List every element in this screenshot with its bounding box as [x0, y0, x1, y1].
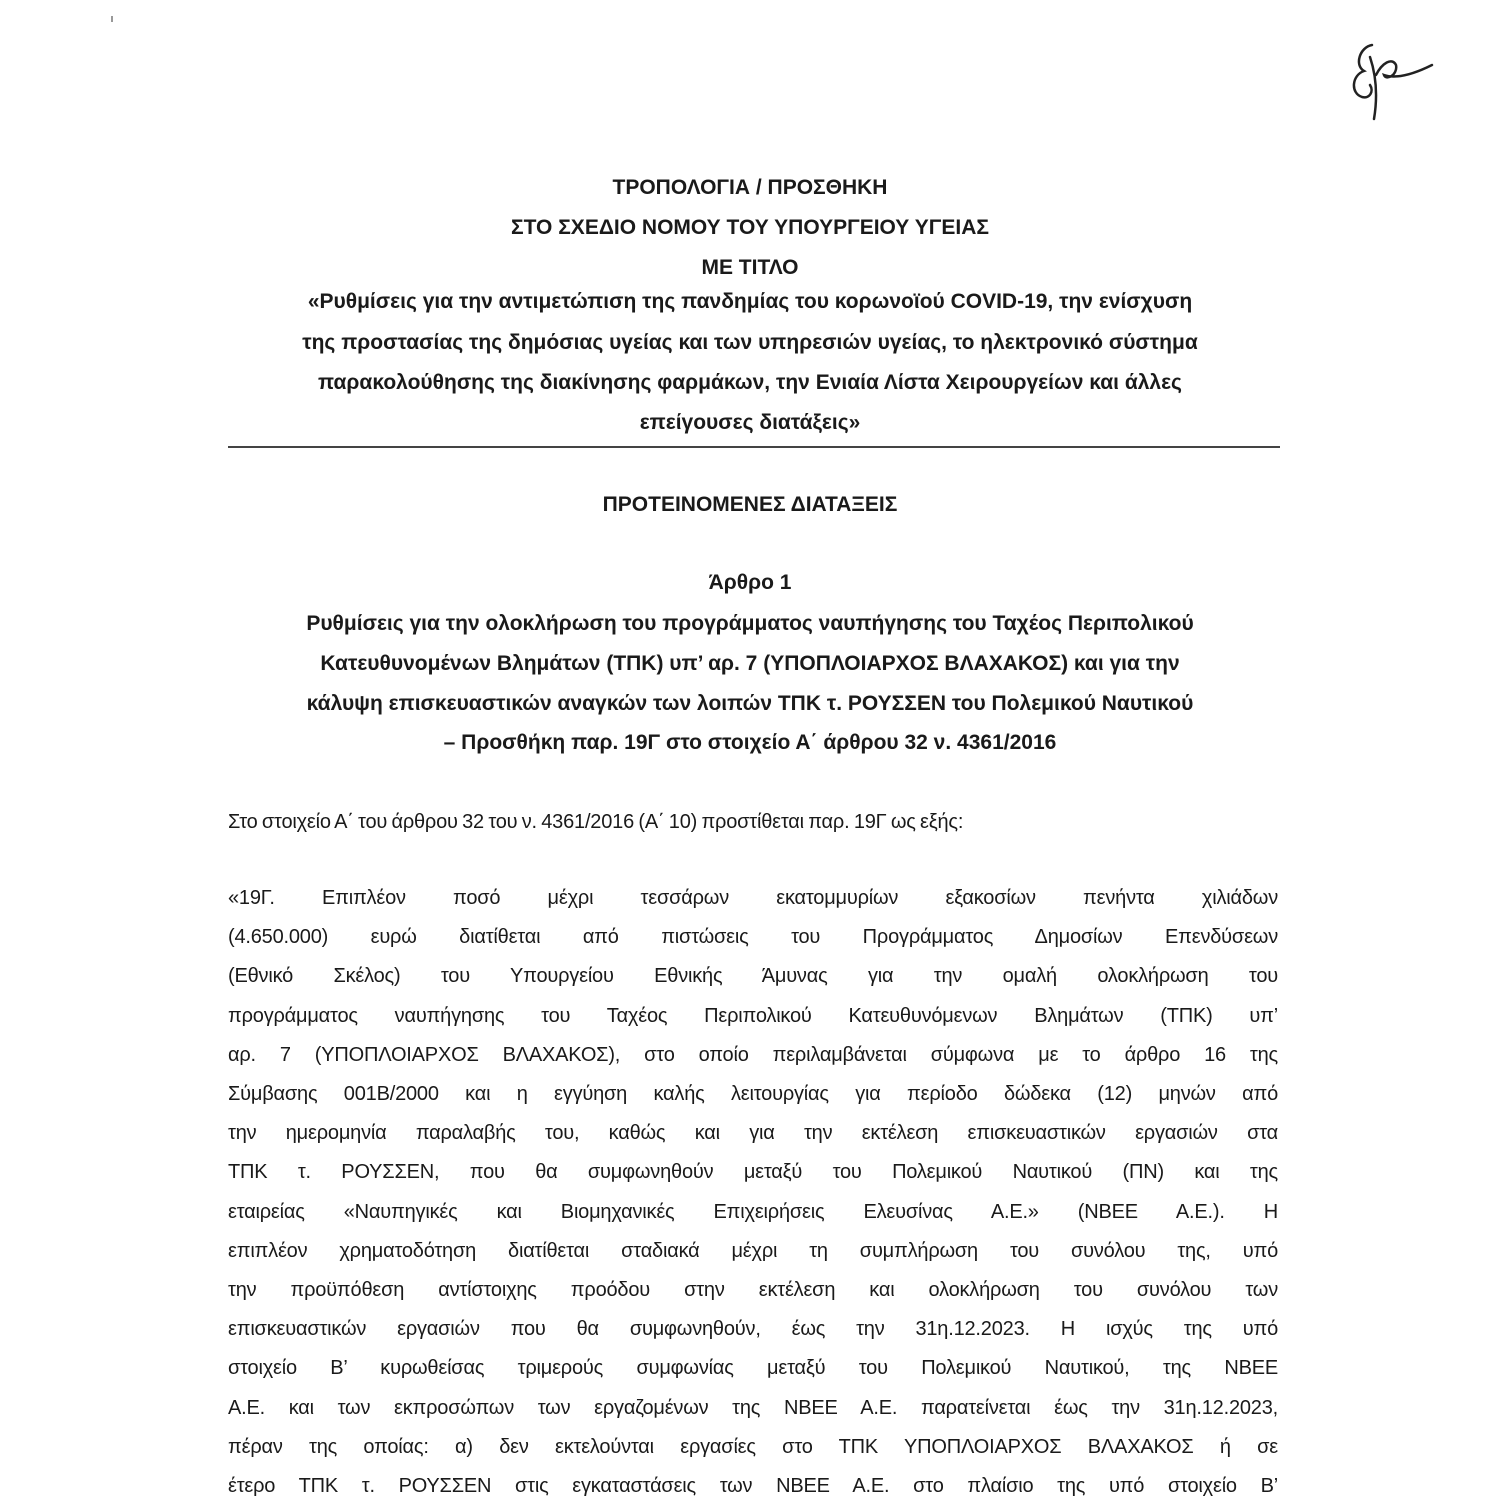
- body-line: ΤΠΚ τ. ΡΟΥΣΣΕΝ, που θα συμφωνηθούν μεταξύ του Πολεμικού Ναυτικού (ΠΝ) και της: [228, 1161, 1278, 1184]
- bill-title-line: επείγουσες διατάξεις»: [639, 411, 861, 434]
- handwritten-signature: [1340, 35, 1440, 125]
- article-title-line: κάλυψη επισκευαστικών αναγκών των λοιπών ΤΠΚ τ. ΡΟΥΣΣΕΝ του Πολεμικού Ναυτικού: [306, 692, 1194, 715]
- body-line: αρ. 7 (ΥΠΟΠΛΟΙΑΡΧΟΣ ΒΛΑΧΑΚΟΣ), στο οποίο περιλαμβάνεται σύμφωνα με το άρθρο 16 της: [228, 1043, 1278, 1066]
- body-line: στοιχείο Β’ κυρωθείσας τριμερούς συμφωνίας μεταξύ του Πολεμικού Ναυτικού, της ΝΒΕΕ: [228, 1357, 1278, 1380]
- section-title: ΠΡΟΤΕΙΝΟΜΕΝΕΣ ΔΙΑΤΑΞΕΙΣ: [602, 493, 898, 516]
- bill-title-line: της προστασίας της δημόσιας υγείας και των υπηρεσιών υγείας, το ηλεκτρονικό σύστημα: [302, 331, 1198, 354]
- article-intro: Στο στοιχείο Α΄ του άρθρου 32 του ν. 4361/2016 (Α΄ 10) προστίθεται παρ. 19Γ ως εξής:: [228, 811, 964, 833]
- article-title-line: Ρυθμίσεις για την ολοκλήρωση του προγράμματος ναυπήγησης του Ταχέος Περιπολικού: [306, 612, 1194, 635]
- body-line: «19Γ. Επιπλέον ποσό μέχρι τεσσάρων εκατομμυρίων εξακοσίων πενήντα χιλιάδων: [228, 887, 1278, 909]
- body-line: Σύμβασης 001Β/2000 και η εγγύηση καλής λειτουργίας για περίοδο δώδεκα (12) μηνών από: [228, 1083, 1278, 1105]
- article-title-line: – Προσθήκη παρ. 19Γ στο στοιχείο Α΄ άρθρου 32 ν. 4361/2016: [443, 731, 1057, 754]
- bill-title-line: «Ρυθμίσεις για την αντιμετώπιση της πανδημίας του κορωνοϊού COVID-19, την ενίσχυση: [307, 290, 1193, 313]
- article-number: Άρθρο 1: [708, 571, 792, 594]
- body-line: επιπλέον χρηματοδότηση διατίθεται σταδιακά μέχρι τη συμπλήρωση του συνόλου της, υπό: [228, 1239, 1278, 1262]
- article-title-line: Κατευθυνομένων Βλημάτων (ΤΠΚ) υπ’ αρ. 7 (ΥΠΟΠΛΟΙΑΡΧΟΣ ΒΛΑΧΑΚΟΣ) και για την: [320, 652, 1180, 675]
- header-line: ΜΕ ΤΙΤΛΟ: [701, 256, 799, 279]
- body-line: πέραν της οποίας: α) δεν εκτελούνται εργασίες στο ΤΠΚ ΥΠΟΠΛΟΙΑΡΧΟΣ ΒΛΑΧΑΚΟΣ ή σε: [228, 1435, 1278, 1458]
- body-line: την προϋπόθεση αντίστοιχης προόδου στην εκτέλεση και ολοκλήρωση του συνόλου των: [228, 1279, 1278, 1301]
- body-line: επισκευαστικών εργασιών που θα συμφωνηθούν, έως την 31η.12.2023. Η ισχύς της υπό: [228, 1318, 1278, 1341]
- body-line: έτερο ΤΠΚ τ. ΡΟΥΣΣΕΝ στις εγκαταστάσεις των ΝΒΕΕ Α.Ε. στο πλαίσιο της υπό στοιχείο Β’: [228, 1475, 1278, 1497]
- header-line: ΤΡΟΠΟΛΟΓΙΑ / ΠΡΟΣΘΗΚΗ: [612, 176, 888, 199]
- body-line: προγράμματος ναυπήγησης του Ταχέος Περιπολικού Κατευθυνόμενων Βλημάτων (ΤΠΚ) υπ’: [228, 1004, 1278, 1027]
- body-line: εταιρείας «Ναυπηγικές και Βιομηχανικές Επιχειρήσεις Ελευσίνας Α.Ε.» (ΝΒΕΕ Α.Ε.). Η: [228, 1200, 1278, 1223]
- body-line: (Εθνικό Σκέλος) του Υπουργείου Εθνικής Άμυνας για την ομαλή ολοκλήρωση του: [228, 965, 1278, 988]
- header-line: ΣΤΟ ΣΧΕΔΙΟ ΝΟΜΟΥ ΤΟΥ ΥΠΟΥΡΓΕΙΟΥ ΥΓΕΙΑΣ: [510, 216, 990, 239]
- body-line: Α.Ε. και των εκπροσώπων των εργαζομένων της ΝΒΕΕ Α.Ε. παρατείνεται έως την 31η.12.2023,: [228, 1396, 1278, 1419]
- divider-rule: [228, 446, 1280, 448]
- body-line: (4.650.000) ευρώ διατίθεται από πιστώσεις του Προγράμματος Δημοσίων Επενδύσεων: [228, 926, 1278, 949]
- scan-speck: [111, 16, 113, 22]
- body-line: την ημερομηνία παραλαβής του, καθώς και για την εκτέλεση επισκευαστικών εργασιών στα: [228, 1122, 1278, 1145]
- bill-title-line: παρακολούθησης της διακίνησης φαρμάκων, την Ενιαία Λίστα Χειρουργείων και άλλες: [318, 371, 1182, 394]
